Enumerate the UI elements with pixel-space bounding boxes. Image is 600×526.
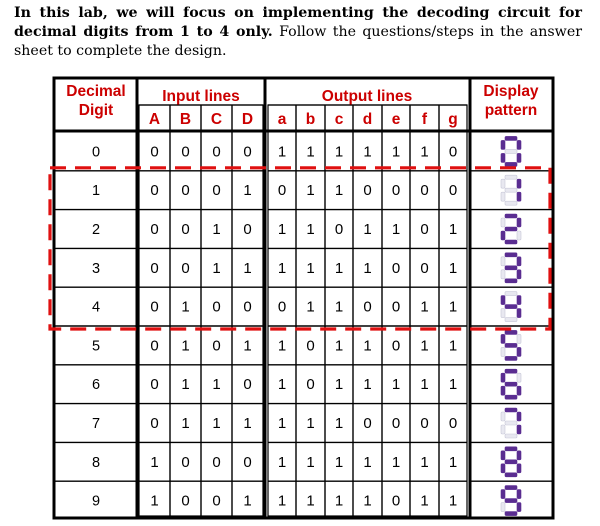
output-cell: 1 (306, 415, 315, 432)
header-input-lines: Input lines (162, 88, 240, 105)
segment-f (501, 257, 505, 266)
header-output-b: b (305, 111, 316, 128)
segment-c (517, 503, 521, 512)
output-cell: 0 (448, 415, 458, 432)
input-cell: 1 (212, 259, 221, 277)
output-cell: 1 (306, 259, 315, 277)
input-cell: 1 (243, 182, 252, 200)
input-cell: 1 (181, 415, 190, 432)
segment-e (501, 231, 505, 240)
output-cell: 0 (306, 376, 315, 394)
header-output-e: e (391, 111, 401, 128)
header-display-line1: Display (483, 83, 539, 100)
table-outer-border (54, 78, 553, 518)
segment-f (501, 412, 505, 421)
output-cell: 0 (391, 259, 401, 277)
output-cell: 1 (420, 376, 429, 394)
output-cell: 0 (277, 182, 287, 200)
segment-a (505, 292, 517, 296)
segment-f (501, 373, 505, 382)
output-cell: 1 (420, 453, 429, 471)
segment-e (501, 425, 505, 434)
segment-e (501, 464, 505, 473)
input-cell: 1 (181, 337, 190, 355)
input-cell: 0 (212, 492, 221, 510)
input-cell: 1 (212, 376, 221, 394)
output-cell: 1 (334, 492, 344, 510)
output-cell: 1 (448, 453, 458, 471)
display-pattern-6 (501, 369, 521, 399)
output-cell: 0 (306, 337, 315, 355)
segment-d (505, 279, 517, 283)
segment-a (505, 175, 517, 179)
input-cell: 1 (150, 453, 159, 471)
output-cell: 1 (334, 143, 344, 161)
output-cell: 1 (420, 337, 429, 355)
segment-d (505, 473, 517, 477)
input-cell: 0 (212, 453, 221, 471)
input-cell: 1 (150, 492, 159, 510)
output-cell: 1 (277, 221, 287, 238)
input-cell: 1 (243, 337, 252, 355)
segment-g (505, 343, 517, 347)
output-cell: 0 (420, 182, 429, 200)
segment-f (501, 334, 505, 343)
segment-f (501, 296, 505, 305)
segment-a (505, 214, 517, 218)
segment-d (505, 356, 517, 360)
segment-d (505, 434, 517, 438)
decimal-digit-cell: 7 (91, 416, 101, 432)
segment-a (505, 486, 517, 490)
output-cell: 1 (306, 221, 315, 238)
input-cell: 0 (243, 221, 252, 238)
segment-e (501, 386, 505, 395)
output-cell: 1 (306, 453, 315, 471)
output-cell: 1 (306, 182, 315, 200)
header-output-g: g (448, 111, 458, 128)
input-cell: 0 (181, 492, 190, 510)
output-cell: 1 (277, 492, 287, 510)
segment-f (501, 490, 505, 499)
output-cell: 1 (363, 221, 372, 238)
output-cell: 1 (448, 298, 458, 316)
segment-g (505, 499, 517, 503)
segment-e (501, 153, 505, 162)
segment-g (505, 382, 517, 386)
input-cell: 1 (181, 298, 190, 316)
output-cell: 1 (420, 298, 429, 316)
display-pattern-0 (501, 136, 521, 166)
segment-a (505, 408, 517, 412)
input-cell: 1 (212, 221, 221, 238)
segment-b (517, 412, 521, 421)
output-cell: 0 (391, 298, 401, 316)
segment-f (501, 451, 505, 460)
segment-e (501, 347, 505, 356)
segment-c (517, 386, 521, 395)
output-cell: 0 (448, 182, 458, 200)
display-pattern-4 (501, 292, 521, 322)
output-cell: 1 (363, 453, 372, 471)
segment-g (505, 149, 517, 153)
output-cell: 0 (363, 415, 372, 432)
input-cell: 0 (212, 143, 221, 161)
decimal-digit-cell: 0 (91, 144, 101, 161)
segment-c (517, 192, 521, 201)
output-cell: 0 (448, 143, 458, 161)
input-cell: 0 (181, 221, 190, 238)
decimal-digit-cell: 2 (91, 222, 101, 238)
input-cell: 0 (181, 259, 190, 277)
display-pattern-1 (501, 175, 521, 205)
segment-a (505, 253, 517, 257)
segment-c (517, 425, 521, 434)
input-cell: 0 (150, 259, 159, 277)
output-cell: 1 (277, 259, 287, 277)
input-cell: 0 (212, 337, 221, 355)
segment-g (505, 421, 517, 425)
segment-c (517, 270, 521, 279)
segment-b (517, 179, 521, 188)
input-cell: 0 (150, 376, 159, 394)
output-cell: 1 (334, 376, 344, 394)
header-decimal-line2: Digit (78, 102, 114, 119)
segment-g (505, 227, 517, 231)
output-cell: 1 (334, 415, 344, 432)
output-cell: 0 (391, 492, 401, 510)
input-cell: 0 (150, 221, 159, 238)
input-cell: 0 (212, 182, 221, 200)
output-cell: 1 (391, 221, 401, 238)
input-cell: 0 (181, 182, 190, 200)
segment-g (505, 305, 517, 309)
output-cell: 0 (334, 221, 344, 238)
segment-e (501, 192, 505, 201)
output-cell: 1 (391, 376, 401, 394)
output-cell: 1 (334, 182, 344, 200)
input-cell: 0 (150, 182, 159, 200)
decimal-digit-cell: 8 (91, 454, 101, 471)
segment-a (505, 369, 517, 373)
decimal-digit-cell: 1 (91, 183, 101, 200)
decimal-digit-cell: 4 (91, 299, 101, 316)
segment-d (505, 318, 517, 322)
output-cell: 1 (448, 492, 458, 510)
decimal-digit-cell: 5 (91, 338, 101, 355)
segment-d (505, 162, 517, 166)
segment-c (517, 153, 521, 162)
output-cell: 1 (334, 259, 344, 277)
segment-c (517, 309, 521, 318)
output-cell: 1 (334, 337, 344, 355)
segment-b (517, 218, 521, 227)
input-cell: 0 (181, 453, 190, 471)
segment-c (517, 464, 521, 473)
segment-e (501, 270, 505, 279)
output-cell: 1 (363, 143, 372, 161)
output-cell: 0 (391, 182, 401, 200)
segment-g (505, 460, 517, 464)
output-cell: 1 (306, 298, 315, 316)
segment-b (517, 490, 521, 499)
output-cell: 1 (363, 337, 372, 355)
input-cell: 0 (150, 143, 159, 161)
header-output-c: c (334, 111, 344, 128)
display-pattern-8 (501, 447, 521, 477)
header-input-B: B (179, 111, 192, 128)
output-cell: 1 (277, 337, 287, 355)
segment-c (517, 231, 521, 240)
input-cell: 0 (243, 298, 252, 316)
output-cell: 1 (277, 143, 287, 161)
output-cell: 1 (448, 337, 458, 355)
output-cell: 1 (448, 221, 458, 238)
segment-f (501, 218, 505, 227)
header-input-C: C (210, 111, 223, 128)
output-cell: 1 (306, 143, 315, 161)
output-cell: 1 (448, 376, 458, 394)
segment-d (505, 512, 517, 516)
segment-d (505, 201, 517, 205)
segment-d (505, 240, 517, 244)
segment-b (517, 257, 521, 266)
header-decimal-line1: Decimal (66, 83, 126, 100)
segment-b (517, 373, 521, 382)
segment-b (517, 140, 521, 149)
output-cell: 1 (420, 143, 429, 161)
output-cell: 1 (277, 376, 287, 394)
output-cell: 0 (420, 415, 429, 432)
segment-f (501, 140, 505, 149)
header-output-a: a (277, 111, 287, 128)
output-cell: 0 (277, 298, 287, 316)
segment-b (517, 451, 521, 460)
segment-a (505, 330, 517, 334)
input-cell: 0 (243, 453, 252, 471)
input-cell: 0 (150, 415, 159, 432)
header-output-lines: Output lines (321, 88, 413, 105)
segment-g (505, 266, 517, 270)
segment-a (505, 136, 517, 140)
output-cell: 0 (420, 221, 429, 238)
output-cell: 1 (391, 453, 401, 471)
output-cell: 1 (363, 376, 372, 394)
input-cell: 0 (212, 298, 221, 316)
segment-b (517, 334, 521, 343)
output-cell: 1 (391, 143, 401, 161)
display-pattern-3 (501, 253, 521, 283)
display-pattern-7 (501, 408, 521, 438)
header-input-D: D (241, 111, 254, 128)
header-output-f: f (421, 111, 428, 128)
output-cell: 1 (334, 453, 344, 471)
input-cell: 1 (243, 492, 252, 510)
input-cell: 0 (243, 143, 252, 161)
decimal-digit-cell: 9 (91, 493, 101, 510)
input-cell: 0 (150, 298, 159, 316)
output-cell: 1 (363, 259, 372, 277)
input-cell: 0 (150, 337, 159, 355)
header-display-line2: pattern (484, 102, 538, 119)
output-cell: 0 (391, 337, 401, 355)
output-cell: 0 (363, 298, 372, 316)
intro-bold-text: In this lab, we will focus on implementing the decoding circuit for decimal digits from 1 to 4 only. (14, 5, 582, 40)
output-cell: 1 (334, 298, 344, 316)
output-cell: 1 (448, 259, 458, 277)
display-pattern-2 (501, 214, 521, 244)
input-cell: 0 (181, 143, 190, 161)
output-cell: 1 (420, 492, 429, 510)
input-cell: 1 (181, 376, 190, 394)
output-cell: 1 (277, 453, 287, 471)
output-cell: 1 (277, 415, 287, 432)
input-cell: 1 (212, 415, 221, 432)
segment-g (505, 188, 517, 192)
output-cell: 0 (363, 182, 372, 200)
output-cell: 1 (306, 492, 315, 510)
segment-a (505, 447, 517, 451)
display-pattern-9 (501, 486, 521, 516)
input-cell: 1 (243, 415, 252, 432)
decimal-digit-cell: 3 (91, 260, 101, 277)
segment-b (517, 296, 521, 305)
display-pattern-5 (501, 330, 521, 360)
header-input-A: A (148, 111, 161, 128)
segment-f (501, 179, 505, 188)
output-cell: 0 (391, 415, 401, 432)
segment-e (501, 503, 505, 512)
segment-d (505, 395, 517, 399)
input-cell: 1 (243, 259, 252, 277)
output-cell: 0 (420, 259, 429, 277)
segment-e (501, 309, 505, 318)
input-cell: 0 (243, 376, 252, 394)
decimal-digit-cell: 6 (91, 377, 101, 394)
segment-c (517, 347, 521, 356)
intro-normal-text: Follow the questions/steps in the answer sheet to complete the design. (14, 24, 583, 59)
output-cell: 1 (363, 492, 372, 510)
header-output-d: d (362, 111, 373, 128)
